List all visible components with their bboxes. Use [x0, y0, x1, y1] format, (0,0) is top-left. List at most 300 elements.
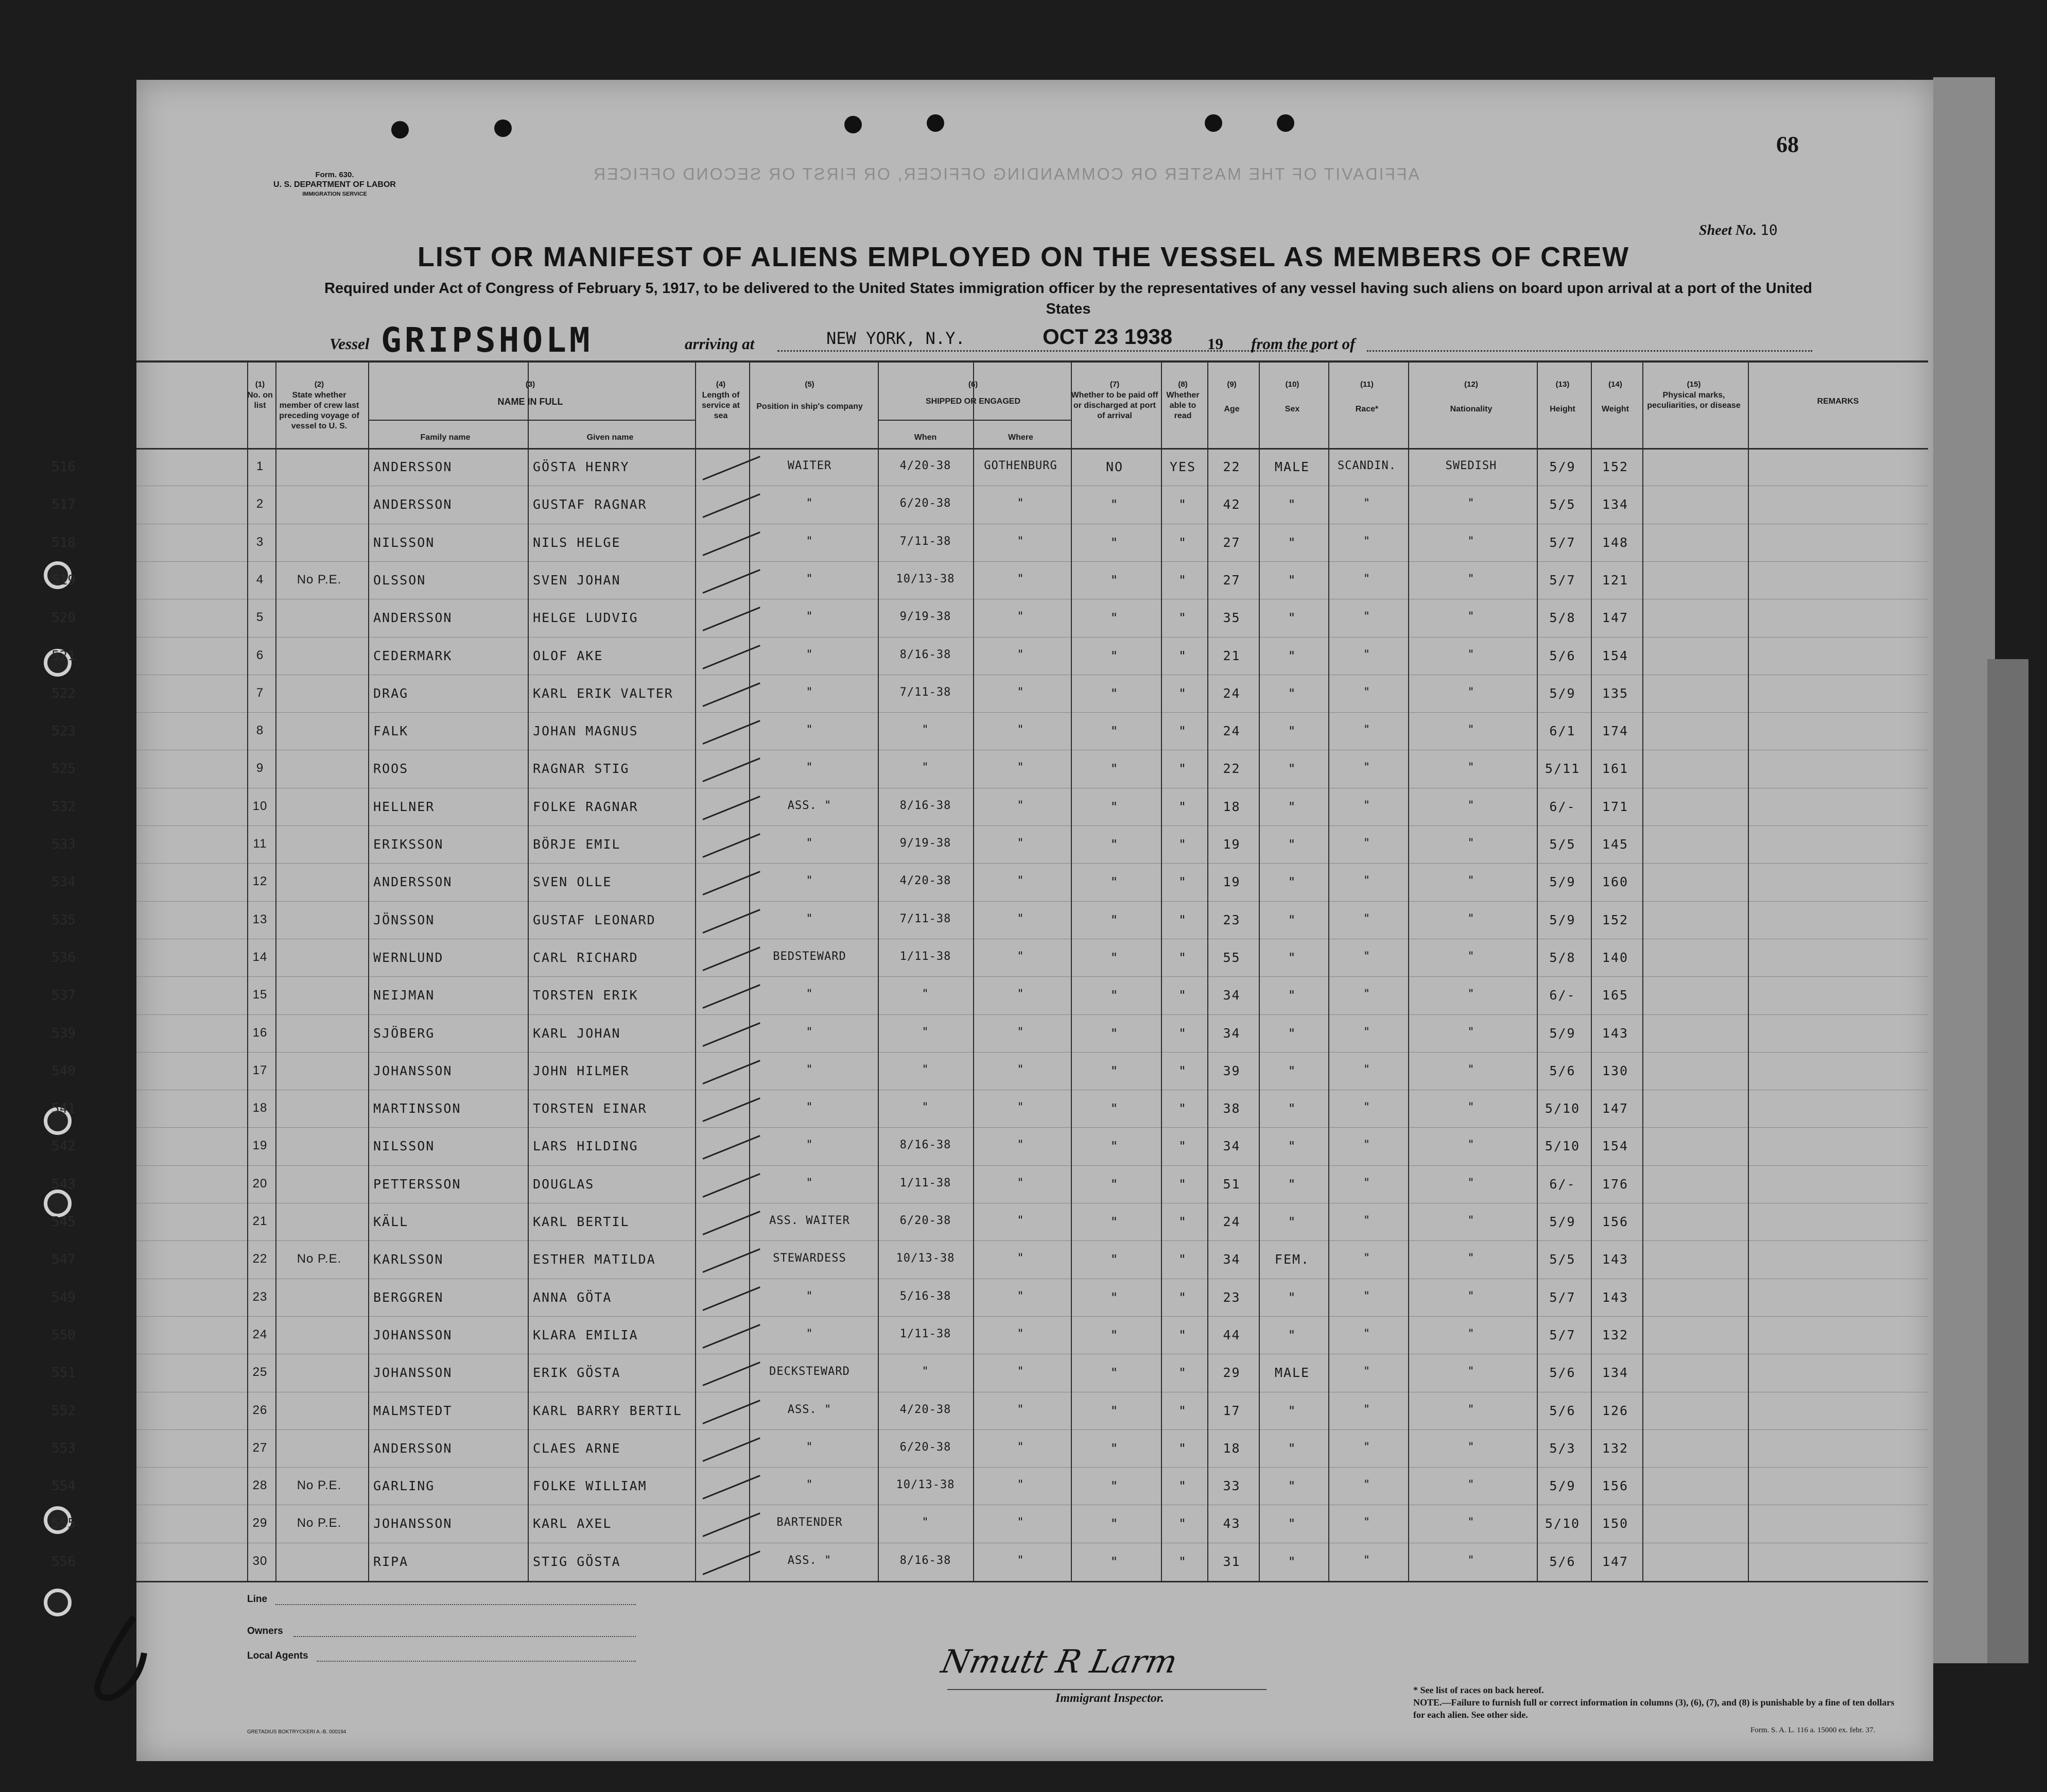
cell-when: " [922, 1026, 929, 1039]
cell-given: BÖRJE EMIL [533, 837, 621, 852]
cell-sex: " [1288, 1101, 1297, 1116]
cell-age: 34 [1223, 1026, 1241, 1041]
sheet-value: 10 [1760, 221, 1778, 238]
cell-when: 4/20-38 [899, 874, 951, 887]
cell-no: 15 [252, 988, 268, 1002]
cell-age: 38 [1223, 1101, 1241, 1116]
col-nationality: Nationality [1450, 405, 1493, 413]
column-rule [528, 360, 529, 1581]
cell-read: " [1178, 1441, 1188, 1456]
cell-sex: " [1288, 723, 1297, 738]
race-footnote: * See list of races on back hereof. [1413, 1685, 1544, 1695]
cell-height: 5/6 [1549, 1063, 1576, 1078]
cell-nationality: " [1467, 723, 1475, 736]
cell-height: 5/3 [1549, 1441, 1576, 1456]
cell-no: 12 [252, 874, 268, 888]
cell-read: " [1178, 1365, 1188, 1380]
cell-state: No P.E. [297, 1516, 342, 1530]
cell-weight: 160 [1602, 874, 1629, 889]
cell-race: " [1363, 535, 1371, 548]
cell-given: ANNA GÖTA [533, 1290, 612, 1305]
cell-position: " [806, 686, 813, 699]
cell-family: JOHANSSON [373, 1063, 453, 1078]
cell-given: JOHAN MAGNUS [533, 723, 638, 738]
cell-position: " [806, 573, 813, 585]
cell-when: 9/19-38 [899, 610, 951, 623]
cell-age: 17 [1223, 1403, 1241, 1418]
col-able-to-read: Whether able to read [1166, 391, 1200, 420]
cell-paid: " [1110, 686, 1119, 701]
cell-position: " [806, 874, 813, 887]
cell-read: " [1178, 1139, 1188, 1153]
cell-age: 51 [1223, 1177, 1241, 1192]
cell-no: 26 [252, 1403, 268, 1417]
cell-read: " [1178, 761, 1188, 776]
cell-weight: 154 [1602, 648, 1629, 663]
cell-family: MARTINSSON [373, 1101, 461, 1116]
cell-sex: " [1288, 1139, 1297, 1153]
cell-age: 21 [1223, 648, 1241, 663]
cell-height: 5/6 [1549, 1403, 1576, 1418]
cell-nationality: " [1467, 1441, 1475, 1454]
cell-where: GOTHENBURG [984, 459, 1057, 472]
local-agents-label: Local Agents [247, 1650, 308, 1661]
cell-family: JOHANSSON [373, 1328, 453, 1342]
cell-no: 30 [252, 1554, 268, 1568]
cell-read: " [1178, 610, 1188, 625]
cell-race: " [1363, 1441, 1371, 1454]
cell-no: 25 [252, 1365, 268, 1379]
cell-given: KARL ERIK VALTER [533, 686, 673, 701]
cell-when: 4/20-38 [899, 1403, 951, 1416]
cell-weight: 132 [1602, 1441, 1629, 1456]
cell-race: " [1363, 686, 1371, 699]
cell-height: 5/7 [1549, 1328, 1576, 1342]
pencil-mark [77, 1607, 154, 1710]
cell-no: 13 [252, 912, 268, 926]
margin-number: 535 [51, 912, 76, 928]
cell-position: " [806, 1026, 813, 1039]
service-name: IMMIGRATION SERVICE [302, 191, 367, 197]
punch-hole [927, 114, 944, 132]
cell-no: 20 [252, 1177, 268, 1191]
col-name-in-full: NAME IN FULL [497, 397, 563, 407]
year-prefix: 19 [1207, 335, 1223, 353]
cell-no: 28 [252, 1478, 268, 1492]
cell-weight: 145 [1602, 837, 1629, 852]
cell-weight: 130 [1602, 1063, 1629, 1078]
column-rule [368, 360, 369, 1581]
cell-given: ESTHER MATILDA [533, 1252, 656, 1267]
col-given-name: Given name [586, 433, 634, 442]
cell-read: " [1178, 837, 1188, 852]
cell-paid: " [1110, 837, 1119, 852]
cell-no: 5 [256, 610, 264, 624]
cell-position: " [806, 912, 813, 925]
margin-number: 523 [51, 723, 76, 739]
cell-race: " [1363, 1365, 1371, 1378]
cell-age: 23 [1223, 912, 1241, 927]
row-rule [136, 901, 1928, 902]
arrival-port: NEW YORK, N.Y. [826, 329, 965, 348]
cell-nationality: " [1467, 1290, 1475, 1303]
cell-when: " [922, 1063, 929, 1076]
cell-family: DRAG [373, 686, 409, 701]
cell-weight: 121 [1602, 573, 1629, 588]
cell-nationality: " [1467, 1101, 1475, 1114]
col-paid-off: Whether to be paid off or discharged at port of arrival [1071, 391, 1158, 420]
cell-family: KARLSSON [373, 1252, 444, 1267]
cell-race: " [1363, 497, 1371, 510]
col-remarks: REMARKS [1817, 397, 1859, 406]
cell-height: 5/10 [1545, 1516, 1581, 1531]
cell-age: 43 [1223, 1516, 1241, 1531]
cell-position: STEWARDESS [773, 1252, 846, 1265]
cell-family: BERGGREN [373, 1290, 444, 1305]
cell-sex: " [1288, 535, 1297, 550]
cell-race: " [1363, 1478, 1371, 1491]
margin-number: 555 [51, 1516, 76, 1531]
cell-race: " [1363, 799, 1371, 812]
cell-no: 14 [252, 950, 268, 964]
cell-height: 5/9 [1549, 874, 1576, 889]
cell-where: " [1017, 1252, 1025, 1265]
cell-given: STIG GÖSTA [533, 1554, 621, 1569]
cell-position: ASS. " [787, 1554, 832, 1567]
cell-position: " [806, 1177, 813, 1190]
cell-where: " [1017, 874, 1025, 887]
required-notice: Required under Act of Congress of February 5, 1917, to be delivered to the United States immigration officer by the representatives of any vessel having such aliens on board upon arrival at a port of the United States [324, 280, 1812, 317]
cell-weight: 147 [1602, 610, 1629, 625]
cell-read: " [1178, 1554, 1188, 1569]
cell-nationality: " [1467, 610, 1475, 623]
cell-where: " [1017, 1139, 1025, 1151]
cell-paid: " [1110, 1441, 1119, 1456]
cell-nationality: " [1467, 1063, 1475, 1076]
cell-sex: MALE [1274, 459, 1310, 474]
cell-nationality: " [1467, 573, 1475, 585]
margin-number: 541 [51, 1101, 76, 1116]
cell-race: " [1363, 1026, 1371, 1039]
form-code: Form. S. A. L. 116 a. 15000 ex. febr. 37. [1750, 1726, 1876, 1734]
cell-age: 22 [1223, 459, 1241, 474]
cell-height: 6/1 [1549, 723, 1576, 738]
cell-given: GUSTAF LEONARD [533, 912, 656, 927]
cell-race: " [1363, 912, 1371, 925]
cell-no: 24 [252, 1328, 268, 1341]
margin-number: 516 [51, 459, 76, 475]
cell-sex: " [1288, 1026, 1297, 1041]
inspector-signature: Nmutt R Larm [938, 1643, 1181, 1680]
cell-when: " [922, 1101, 929, 1114]
cell-when: 1/11-38 [899, 950, 951, 963]
cell-position: WAITER [787, 459, 832, 472]
cell-height: 5/10 [1545, 1139, 1581, 1153]
cell-where: " [1017, 1554, 1025, 1567]
margin-number: 518 [51, 535, 76, 550]
margin-number: 539 [51, 1026, 76, 1041]
cell-when: 8/16-38 [899, 799, 951, 812]
cell-read: " [1178, 1177, 1188, 1192]
cell-nationality: " [1467, 1252, 1475, 1265]
cell-position: DECKSTEWARD [769, 1365, 850, 1378]
cell-sex: " [1288, 1516, 1297, 1531]
margin-number: 533 [51, 837, 76, 852]
line-label: Line [247, 1594, 268, 1605]
cell-where: " [1017, 799, 1025, 812]
cell-paid: " [1110, 1177, 1119, 1192]
cell-where: " [1017, 1403, 1025, 1416]
cell-read: " [1178, 1063, 1188, 1078]
cell-read: " [1178, 648, 1188, 663]
cell-race: " [1363, 1554, 1371, 1567]
cell-height: 5/5 [1549, 497, 1576, 512]
cell-age: 29 [1223, 1365, 1241, 1380]
cell-position: " [806, 1290, 813, 1303]
cell-weight: 165 [1602, 988, 1629, 1003]
cell-height: 5/11 [1545, 761, 1581, 776]
cell-weight: 143 [1602, 1290, 1629, 1305]
cell-read: " [1178, 1403, 1188, 1418]
cell-age: 34 [1223, 1252, 1241, 1267]
margin-number: 521 [51, 648, 76, 664]
cell-paid: " [1110, 988, 1119, 1003]
cell-race: " [1363, 1403, 1371, 1416]
cell-sex: " [1288, 912, 1297, 927]
cell-when: 6/20-38 [899, 1441, 951, 1454]
cell-paid: " [1110, 874, 1119, 889]
cell-sex: " [1288, 988, 1297, 1003]
cell-race: " [1363, 1516, 1371, 1529]
cell-no: 8 [256, 723, 264, 737]
cell-nationality: " [1467, 1403, 1475, 1416]
cell-nationality: " [1467, 535, 1475, 548]
cell-race: " [1363, 950, 1371, 963]
cell-race: " [1363, 1063, 1371, 1076]
cell-when: 6/20-38 [899, 1214, 951, 1227]
cell-given: SVEN JOHAN [533, 573, 621, 588]
sheet-label: Sheet No. [1699, 222, 1757, 238]
arrival-date: OCT 23 1938 [1043, 324, 1173, 349]
row-rule [136, 1467, 1928, 1468]
cell-paid: " [1110, 950, 1119, 965]
cell-when: 6/20-38 [899, 497, 951, 510]
cell-position: BARTENDER [776, 1516, 843, 1529]
cell-family: MALMSTEDT [373, 1403, 453, 1418]
cell-family: ROOS [373, 761, 409, 776]
cell-given: OLOF AKE [533, 648, 603, 663]
cell-given: GUSTAF RAGNAR [533, 497, 647, 512]
cell-height: 5/9 [1549, 686, 1576, 701]
cell-family: JÖNSSON [373, 912, 435, 927]
cell-race: " [1363, 761, 1371, 774]
cell-race: " [1363, 723, 1371, 736]
cell-race: SCANDIN. [1338, 459, 1396, 472]
cell-race: " [1363, 837, 1371, 850]
cell-where: " [1017, 1101, 1025, 1114]
cell-age: 27 [1223, 573, 1241, 588]
cell-when: 1/11-38 [899, 1328, 951, 1340]
page-title: LIST OR MANIFEST OF ALIENS EMPLOYED ON THE VESSEL AS MEMBERS OF CREW [417, 242, 1630, 272]
punch-hole [1205, 114, 1222, 132]
cell-height: 5/9 [1549, 459, 1576, 474]
cell-paid: " [1110, 1139, 1119, 1153]
cell-age: 31 [1223, 1554, 1241, 1569]
cell-family: JOHANSSON [373, 1516, 453, 1531]
cell-when: 8/16-38 [899, 1139, 951, 1151]
vessel-name: GRIPSHOLM [381, 320, 593, 360]
cell-sex: FEM. [1274, 1252, 1310, 1267]
cell-weight: 148 [1602, 535, 1629, 550]
cell-paid: " [1110, 1063, 1119, 1078]
vessel-line [329, 320, 1812, 360]
cell-height: 5/9 [1549, 1214, 1576, 1229]
cell-height: 6/- [1549, 1177, 1576, 1192]
margin-number: 522 [51, 686, 76, 701]
col-position: Position in ship's company [756, 402, 863, 411]
cell-position: " [806, 497, 813, 510]
cell-where: " [1017, 1365, 1025, 1378]
cell-weight: 152 [1602, 912, 1629, 927]
row-rule [136, 561, 1928, 562]
cell-height: 5/9 [1549, 912, 1576, 927]
cell-no: 27 [252, 1441, 268, 1455]
cell-state: No P.E. [297, 1252, 342, 1266]
cell-weight: 176 [1602, 1177, 1629, 1192]
cell-position: " [806, 648, 813, 661]
cell-paid: " [1110, 1290, 1119, 1305]
cell-height: 5/9 [1549, 1026, 1576, 1041]
row-rule [136, 1240, 1928, 1241]
col-where: Where [1008, 433, 1033, 442]
cell-no: 18 [252, 1101, 268, 1115]
cell-position: " [806, 761, 813, 774]
margin-number: 536 [51, 950, 76, 966]
cell-where: " [1017, 761, 1025, 774]
cell-weight: 152 [1602, 459, 1629, 474]
cell-family: ANDERSSON [373, 1441, 453, 1456]
cell-given: ERIK GÖSTA [533, 1365, 621, 1380]
cell-age: 33 [1223, 1478, 1241, 1493]
cell-nationality: " [1467, 761, 1475, 774]
cell-nationality: " [1467, 988, 1475, 1001]
row-rule [136, 1014, 1928, 1015]
cell-read: " [1178, 1214, 1188, 1229]
cell-read: " [1178, 1252, 1188, 1267]
cell-race: " [1363, 1290, 1371, 1303]
cell-age: 19 [1223, 874, 1241, 889]
cell-read: YES [1169, 459, 1196, 474]
crew-manifest-table: (1) No. on list (2) State whether member of crew last preceding voyage of vessel to U. S. (3) NAME IN FULL Family name Given name (4) Length of service at sea (5) Position in ship's company (6) SHIPPED OR ENGAGED When Where (7) Whether to be paid off or discharged at port of arrival (8) Whether able to read (9) Age (10) Sex (11) Race* (12) Nationality (13) Height (14) Weight (15) Physical marks, peculiarities, or disease REMARKS 516 1 ANDERSSON GÖSTA HENRY WAITER 4/20-38 GOTHENBURG NO YES 22 MALE SCANDIN. SWEDISH 5/9 152 517 2 ANDERSSON GUSTAF RAGNAR " 6/20-38 " " " 42 " " " 5/5 134 518 3 NILSSON NILS HELGE " 7/11-38 " " " 27 " " " 5/7 148 519 4 No P.E. OLSSON SVEN JOHAN " 10/13-38 " " " 27 " " " 5/7 121 520 5 ANDERSSON HELGE LUDVIG " 9/19-38 " " " 35 " " " 5/8 147 521 6 CEDERMARK OLOF AKE " 8/16-38 " " " 21 " " " 5/6 154 522 7 DRAG KARL ERIK VALTER " 7/11-38 " " " 24 " " " 5/9 135 523 8 FALK JOHAN MAGNUS " " " " " 24 " " " 6/1 174 525 9 ROOS RAGNAR STIG " " " " " 22 " " " 5/11 161 532 10 HELLNER FOLKE RAGNAR ASS. " 8/16-38 " " " 18 " " " 6/- 171 533 11 ERIKSSON BÖRJE EMIL " 9/19-38 " " " 19 " " " 5/5 145 534 12 ANDERSSON SVEN OLLE " 4/20-38 " " " 19 " " " 5/9 160 535 13 JÖNSSON GUSTAF LEONARD " 7/11-38 " " " 23 " " " 5/9 152 536 14 WERNLUND CARL RICHARD BEDSTEWARD 1/11-38 " " " 55 " " " 5/8 140 537 15 NEIJMAN TORSTEN ERIK " " " " " 34 " " " 6/- 165 539 16 SJÖBERG KARL JOHAN " " " " " 34 " " " 5/9 143 540 17 JOHANSSON JOHN HILMER " " " " " 39 " " " 5/6 130 541 18 MARTINSSON TORSTEN EINAR " " " " " 38 " " " 5/10 147 542 19 NILSSON LARS HILDING " 8/16-38 " " " 34 " " " 5/10 154 543 20 PETTERSSON DOUGLAS " 1/11-38 " " " 51 " " " 6/- 176 545 21 KÄLL KARL BERTIL ASS. WAITER 6/20-38 " " " 24 " " " 5/9 156 547 22 No P.E. KARLSSON ESTHER MATILDA STEWARDESS 10/13-38 " " " 34 FEM. " " 5/5 143 549 23 BERGGREN ANNA GÖTA " 5/16-38 " " " 23 " " " 5/7 143 550 24 JOHANSSON KLARA EMILIA " 1/11-38 " " " 44 " " " 5/7 132 551 25 JOHANSSON ERIK GÖSTA DECKSTEWARD " " " " 29 MALE " " 5/6 134 552 26 MALMSTEDT KARL BARRY BERTIL ASS. " 4/20-38 " " " 17 " " " 5/6 126 553 27 ANDERSSON CLAES ARNE " 6/20-38 " " " 18 " " " 5/3 132 554 28 No P.E. GARLING FOLKE WILLIAM " 10/13-38 " " " 33 " " " 5/9 156 555 29 No P.E. JOHANSSON KARL AXEL BARTENDER " " " " 43 " " " 5/10 150 556 30 RIPA STIG GÖSTA ASS. " 8/16-38 " " " 31 " " " 5/6 147 [136, 360, 1928, 1581]
cell-sex: " [1288, 1063, 1297, 1078]
cell-nationality: " [1467, 648, 1475, 661]
cell-given: JOHN HILMER [533, 1063, 630, 1078]
cell-when: 5/16-38 [899, 1290, 951, 1303]
cell-state: No P.E. [297, 1478, 342, 1492]
cell-given: CARL RICHARD [533, 950, 638, 965]
cell-where: " [1017, 950, 1025, 963]
cell-given: TORSTEN EINAR [533, 1101, 647, 1116]
cell-no: 21 [252, 1214, 268, 1228]
margin-number: 545 [51, 1214, 76, 1230]
cell-given: DOUGLAS [533, 1177, 595, 1192]
row-rule [136, 1165, 1928, 1166]
cell-where: " [1017, 1214, 1025, 1227]
cell-weight: 126 [1602, 1403, 1629, 1418]
column-rule [1642, 360, 1643, 1581]
cell-paid: " [1110, 497, 1119, 512]
cell-no: 7 [256, 686, 264, 700]
cell-race: " [1363, 874, 1371, 887]
cell-position: " [806, 1478, 813, 1491]
cell-height: 5/6 [1549, 648, 1576, 663]
cell-height: 6/- [1549, 799, 1576, 814]
col-race: Race* [1355, 405, 1379, 413]
cell-weight: 134 [1602, 497, 1629, 512]
from-port-label: from the port of [1251, 335, 1356, 353]
cell-read: " [1178, 535, 1188, 550]
column-rule [275, 360, 276, 1581]
cell-sex: " [1288, 1328, 1297, 1342]
margin-number: 537 [51, 988, 76, 1003]
cell-family: ERIKSSON [373, 837, 444, 852]
cell-race: " [1363, 1177, 1371, 1190]
col-weight: Weight [1601, 405, 1629, 413]
cell-weight: 132 [1602, 1328, 1629, 1342]
cell-height: 5/7 [1549, 1290, 1576, 1305]
row-rule [136, 1127, 1928, 1128]
cell-when: 8/16-38 [899, 1554, 951, 1567]
cell-sex: " [1288, 1214, 1297, 1229]
cell-when: 7/11-38 [899, 686, 951, 699]
cell-age: 24 [1223, 1214, 1241, 1229]
cell-when: 4/20-38 [899, 459, 951, 472]
cell-paid: " [1110, 1554, 1119, 1569]
cell-height: 5/8 [1549, 950, 1576, 965]
cell-position: " [806, 1139, 813, 1151]
cell-given: RAGNAR STIG [533, 761, 630, 776]
cell-height: 5/7 [1549, 535, 1576, 550]
cell-paid: " [1110, 1328, 1119, 1342]
cell-paid: " [1110, 535, 1119, 550]
cell-race: " [1363, 610, 1371, 623]
margin-number: 550 [51, 1328, 76, 1343]
cell-position: " [806, 1328, 813, 1340]
cell-read: " [1178, 799, 1188, 814]
cell-race: " [1363, 1252, 1371, 1265]
cell-sex: " [1288, 837, 1297, 852]
col-height: Height [1550, 405, 1575, 413]
paper-edge [1933, 77, 1995, 1663]
cell-where: " [1017, 1063, 1025, 1076]
cell-family: OLSSON [373, 573, 426, 588]
cell-position: " [806, 1101, 813, 1114]
cell-given: CLAES ARNE [533, 1441, 621, 1456]
cell-no: 3 [256, 535, 264, 549]
cell-position: " [806, 1063, 813, 1076]
cell-age: 39 [1223, 1063, 1241, 1078]
cell-sex: " [1288, 1403, 1297, 1418]
cell-family: ANDERSSON [373, 610, 453, 625]
cell-sex: " [1288, 1478, 1297, 1493]
sheet-number [1699, 221, 1778, 239]
cell-read: " [1178, 1328, 1188, 1342]
cell-sex: " [1288, 1290, 1297, 1305]
cell-when: 8/16-38 [899, 648, 951, 661]
cell-position: ASS. WAITER [769, 1214, 850, 1227]
cell-paid: " [1110, 1026, 1119, 1041]
punch-hole [844, 116, 862, 133]
